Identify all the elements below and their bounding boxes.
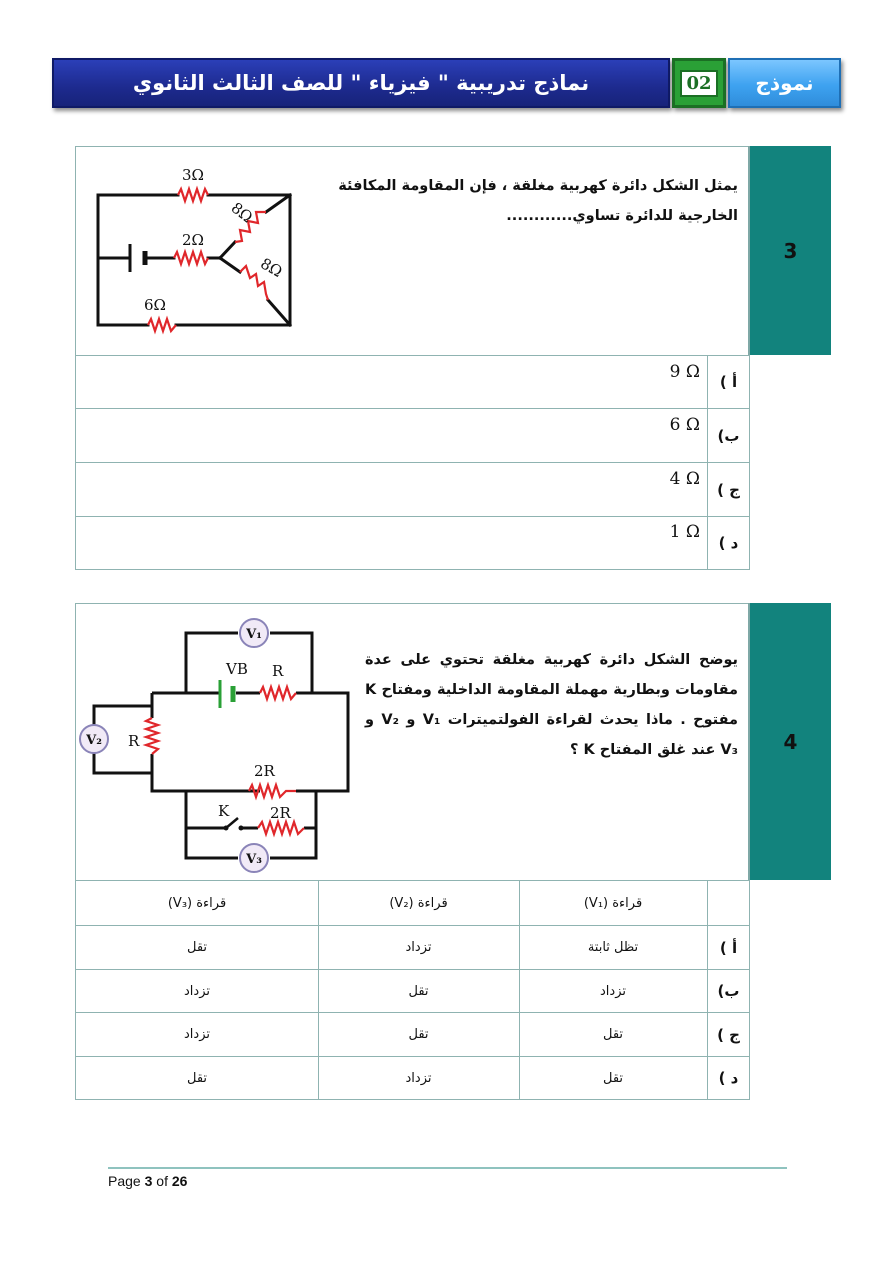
- question-4-number: 4: [748, 603, 831, 880]
- q4-k-label: K: [218, 802, 230, 820]
- q4-row-a-v3[interactable]: تقل: [186, 940, 208, 955]
- q4-row-c-v3[interactable]: تزداد: [184, 1027, 210, 1042]
- q3-option-a-letter: أ ): [719, 373, 738, 391]
- q3-label-6ohm: 6Ω: [144, 296, 166, 314]
- footer-page-number: 3: [144, 1173, 153, 1189]
- q3-option-d-value[interactable]: 1 Ω: [669, 522, 700, 542]
- q4-2r-mid-label: 2R: [254, 762, 275, 780]
- q3-label-3ohm: 3Ω: [182, 166, 204, 184]
- footer-divider: [108, 1167, 787, 1169]
- q4-row-d-v1[interactable]: تقل: [602, 1070, 624, 1086]
- q3-option-b-letter: ب): [717, 426, 740, 445]
- q4-row-c-letter: ج ): [717, 1025, 740, 1044]
- q4-row-b-v1[interactable]: تزداد: [600, 983, 626, 999]
- q4-row-a-v2[interactable]: تزداد: [405, 940, 432, 955]
- q4-row-c-v1[interactable]: تقل: [602, 1027, 624, 1042]
- header-title: نماذج تدريبية " فيزياء " للصف الثالث الثانوي: [52, 58, 670, 108]
- q3-label-8ohm-bottom: 8Ω: [257, 254, 286, 281]
- q4-v3-label: V₃: [246, 852, 262, 867]
- question-3-number: 3: [748, 146, 831, 355]
- page-footer: [108, 1173, 187, 1189]
- footer-of: of: [152, 1173, 172, 1189]
- q4-row-a-v1[interactable]: تظل ثابتة: [587, 940, 639, 955]
- q4-row-c-v2[interactable]: تقل: [408, 1027, 429, 1042]
- question-3-circuit-diagram: [90, 160, 305, 335]
- model-label: نموذج: [728, 58, 841, 108]
- q4-header-v1: قراءة (V₁): [583, 895, 643, 911]
- q4-r-left-label: R: [128, 732, 140, 750]
- q4-vb-label: VB: [226, 660, 248, 678]
- q3-option-a-value[interactable]: 9 Ω: [669, 362, 700, 382]
- q4-row-d-letter: د ): [718, 1069, 739, 1087]
- q3-label-8ohm-top: 8Ω: [227, 198, 257, 227]
- footer-page-prefix: Page: [108, 1173, 145, 1189]
- model-number-box: [672, 58, 726, 108]
- question-4-circuit-diagram: [76, 618, 356, 876]
- q4-r-top-label: R: [272, 662, 284, 680]
- q4-v1-label: V₁: [246, 627, 262, 642]
- q4-row-b-v3[interactable]: تزداد: [184, 983, 210, 999]
- q3-option-c-letter: ج ): [717, 480, 740, 499]
- q3-option-b-value[interactable]: 6 Ω: [669, 415, 700, 435]
- q4-row-d-v2[interactable]: تزداد: [405, 1070, 432, 1086]
- question-4-text: يوضح الشكل دائرة كهربية مغلقة تحتوي على عدة مقاومات وبطارية مهملة المقاومة الداخلية ومفتاح K مفتوح . ماذا يحدث لقراءة الفولتميترات V₁ و V₂ و V₃ عند غلق المفتاح K ؟: [365, 652, 739, 758]
- footer-total-pages: 26: [171, 1173, 188, 1189]
- q3-label-2ohm: 2Ω: [182, 231, 204, 249]
- q3-option-d-letter: د ): [718, 534, 739, 552]
- question-3-text: يمثل الشكل دائرة كهربية مغلقة ، فإن المقاومة المكافئة الخارجية للدائرة تساوي............: [338, 178, 738, 224]
- q4-row-b-letter: ب): [717, 982, 740, 1000]
- q4-2r-bottom-label: 2R: [270, 804, 291, 822]
- q4-header-v3: قراءة (V₃): [167, 895, 227, 911]
- q4-header-v2: قراءة (V₂): [389, 895, 448, 911]
- model-number: 02: [680, 70, 717, 97]
- q4-row-a-letter: أ ): [719, 938, 738, 957]
- q3-option-c-value[interactable]: 4 Ω: [669, 469, 700, 489]
- q4-v2-label: V₂: [86, 733, 102, 748]
- q4-row-b-v2[interactable]: تقل: [408, 983, 429, 999]
- q4-row-d-v3[interactable]: تقل: [186, 1070, 208, 1086]
